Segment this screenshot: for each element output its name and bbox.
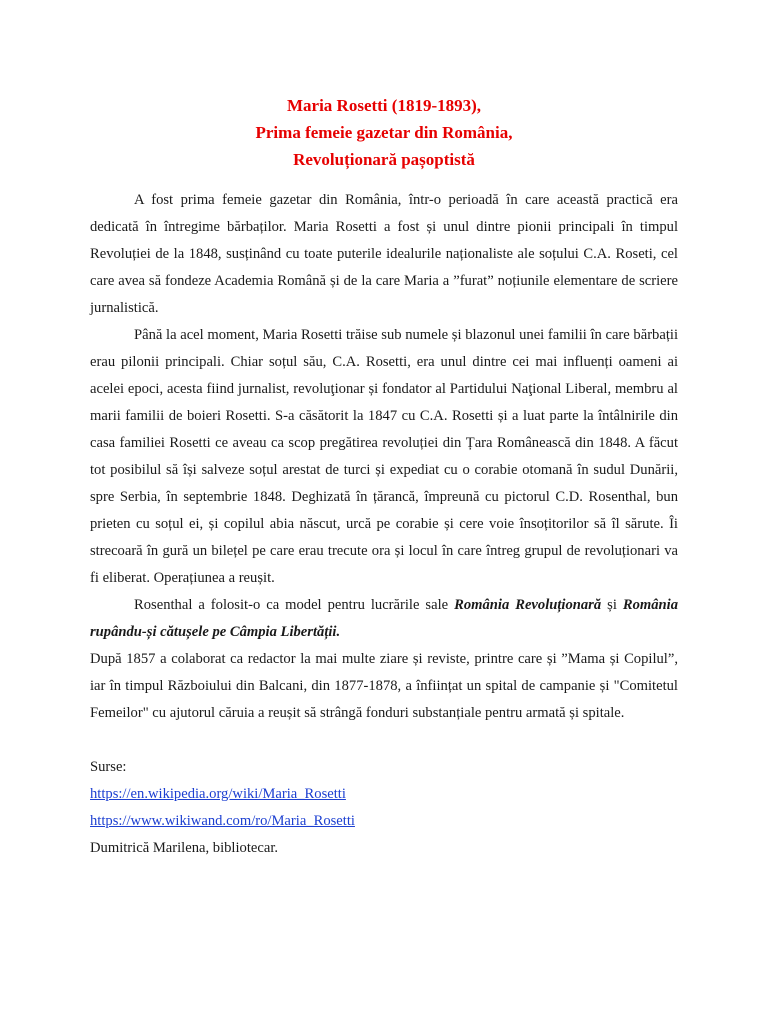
paragraph-4: După 1857 a colaborat ca redactor la mai multe ziare și reviste, printre care și ”Mama și Copilul”, iar în timpul Războiului din Balcani, din 1877-1878, a înființat un spital de campanie și "Comitetul Femeilor" cu ajutorul căruia a reușit să strângă fonduri substanțiale pentru armată și spitale. (90, 651, 678, 721)
author-credit: Dumitrică Marilena, bibliotecar. (90, 840, 279, 856)
paragraph-3-and: și (601, 597, 623, 613)
document-title (90, 92, 678, 173)
source-link-wikipedia[interactable]: https://en.wikipedia.org/wiki/Maria_Rosetti (90, 786, 346, 802)
spacer (90, 727, 678, 754)
title-line-2: Prima femeie gazetar din România, (255, 123, 513, 142)
artwork-title-2: România rupându-și cătușele pe Câmpia Libertății. (90, 597, 679, 640)
sources-heading: Surse: (90, 759, 127, 775)
artwork-title-1: România Revoluționară (454, 597, 602, 613)
title-line-3: Revoluționară pașoptistă (293, 150, 475, 169)
paragraph-1: A fost prima femeie gazetar din România, într-o perioadă în care această practică era dedicată în întregime bărbaților. Maria Rosetti a fost și unul dintre pionii principali în timpul Revoluției de la 1848, susținând cu toate puterile idealurile naționaliste ale soțului C.A. Roseti, cel care avea să fondeze Academia Română și de la care Maria a ”furat” noțiunile elementare de scriere jurnalistică. (90, 192, 678, 316)
title-line-1: Maria Rosetti (1819-1893), (286, 96, 482, 115)
paragraph-3-lead: Rosenthal a folosit-o ca model pentru lucrările sale (134, 597, 455, 613)
paragraph-3 (90, 592, 678, 646)
document-page (90, 92, 678, 862)
source-link-wikiwand[interactable]: https://www.wikiwand.com/ro/Maria_Rosetti (90, 813, 355, 829)
paragraph-2: Până la acel moment, Maria Rosetti trăise sub numele și blazonul unei familii în care bărbații erau pilonii principali. Chiar soțul său, C.A. Rosetti, era unul dintre cei mai influenți oameni ai acelei epoci, acesta fiind jurnalist, revoluţionar și fondator al Partidului Naţional Liberal, membru al marii familii de boieri Rosetti. S-a căsătorit la 1847 cu C.A. Rosetti și a luat parte la întâlnirile din casa familiei Rosetti ce aveau ca scop pregătirea revoluției din Țara Românească din 1848. A făcut tot posibilul să își salveze soțul arestat de turci și expediat cu o corabie otomană în sudul Dunării, spre Serbia, în septembrie 1848. Deghizată în țărancă, împreună cu pictorul C.D. Rosenthal, bun prieten cu soțul ei, și copilul abia născut, urcă pe corabie și cere voie însoțitorilor să îl sărute. Îi strecoară în gură un bilețel pe care erau trecute ora și locul în care întreg grupul de revoluționari va fi eliberat. Operațiunea a reușit. (90, 327, 678, 586)
